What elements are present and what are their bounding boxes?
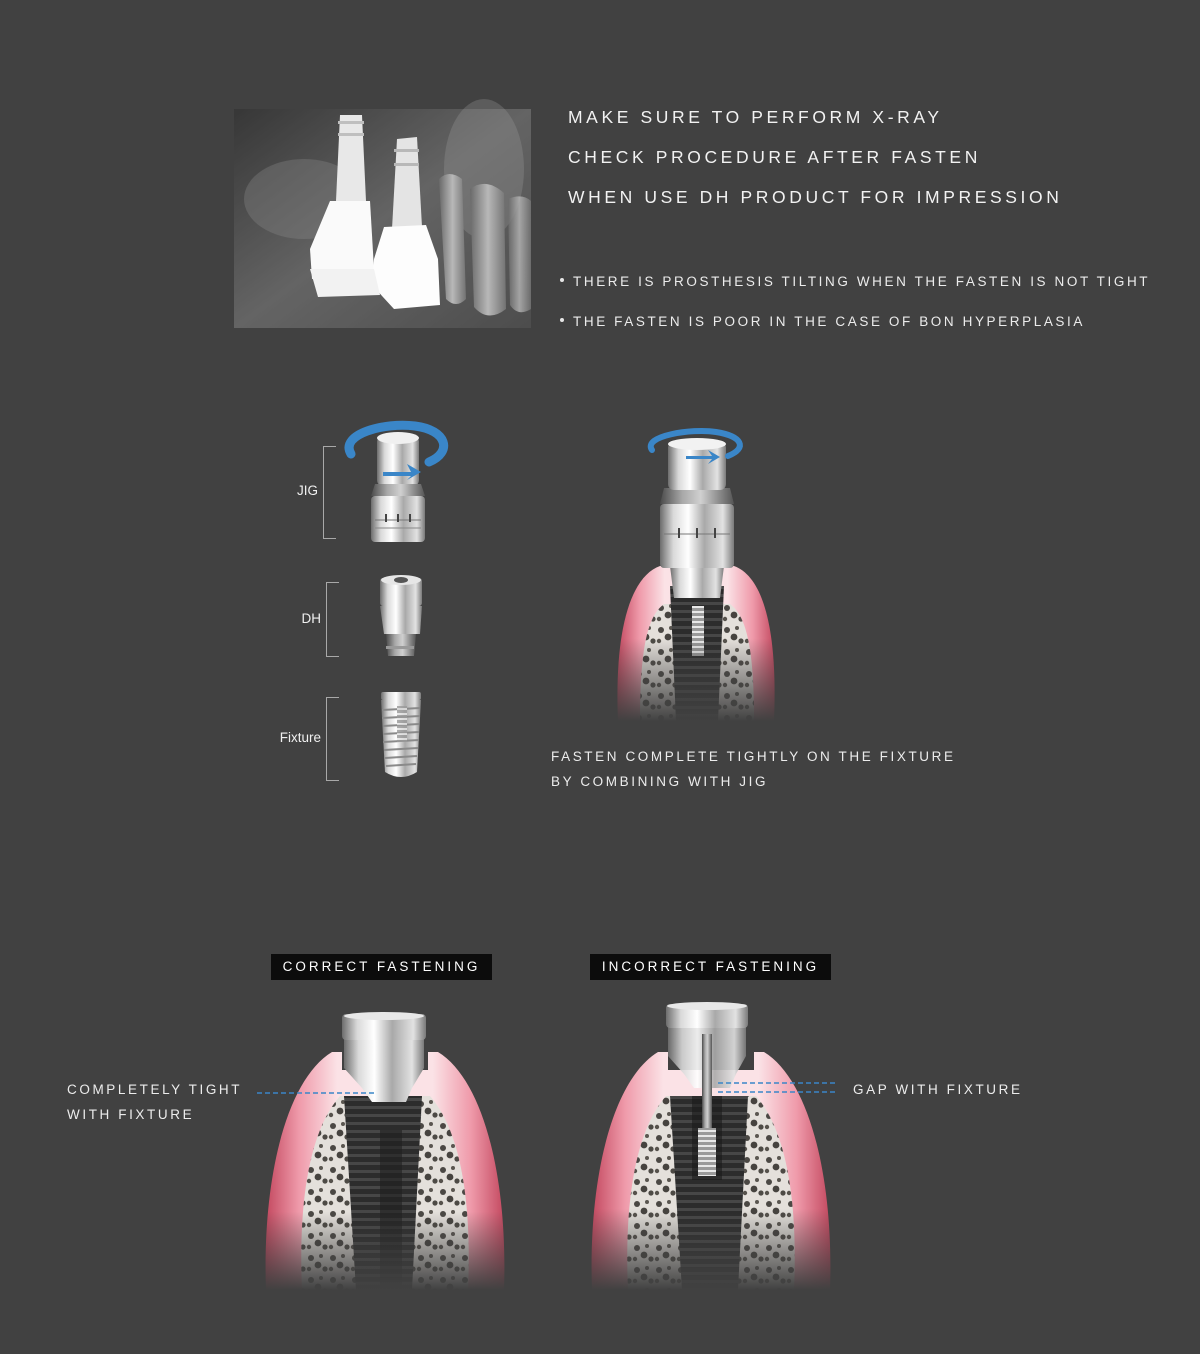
incorrect-label: GAP WITH FIXTURE <box>853 1082 1023 1097</box>
correct-fastening-tag: CORRECT FASTENING <box>271 954 492 980</box>
bracket-dh <box>326 582 339 657</box>
jig-part-image <box>345 416 450 548</box>
correct-indicator-line <box>257 1088 377 1098</box>
fixture-part-image <box>375 688 427 782</box>
heading-line-1: MAKE SURE TO PERFORM X-RAY <box>568 107 943 127</box>
heading-line-2: CHECK PROCEDURE AFTER FASTEN <box>568 147 981 167</box>
part-label-dh: DH <box>301 611 321 626</box>
incorrect-fastening-image <box>588 1000 833 1290</box>
assembled-implant-image <box>612 426 782 721</box>
bullet-item <box>560 314 1085 329</box>
dh-part-image <box>372 572 432 662</box>
correct-label-line-2: WITH FIXTURE <box>67 1107 195 1122</box>
bullet-item <box>560 274 1150 289</box>
bullet-dot-icon <box>560 278 564 282</box>
assembly-caption-line-2: BY COMBINING WITH JIG <box>551 774 769 789</box>
xray-image <box>234 109 531 328</box>
bullet-text: THERE IS PROSTHESIS TILTING WHEN THE FASTEN IS NOT TIGHT <box>573 274 1151 289</box>
correct-label-line-1: COMPLETELY TIGHT <box>67 1082 243 1097</box>
correct-fastening-image <box>262 1010 507 1290</box>
part-label-jig: JIG <box>296 483 318 498</box>
part-label-fixture: Fixture <box>279 730 321 745</box>
incorrect-fastening-tag: INCORRECT FASTENING <box>590 954 831 980</box>
bullet-text: THE FASTEN IS POOR IN THE CASE OF BON HYPERPLASIA <box>573 314 1085 329</box>
assembly-caption-line-1: FASTEN COMPLETE TIGHTLY ON THE FIXTURE <box>551 749 956 764</box>
heading-line-3: WHEN USE DH PRODUCT FOR IMPRESSION <box>568 187 1063 207</box>
bracket-jig <box>323 446 336 539</box>
bracket-fixture <box>326 697 339 781</box>
bullet-dot-icon <box>560 318 564 322</box>
incorrect-indicator-lines <box>718 1080 838 1096</box>
